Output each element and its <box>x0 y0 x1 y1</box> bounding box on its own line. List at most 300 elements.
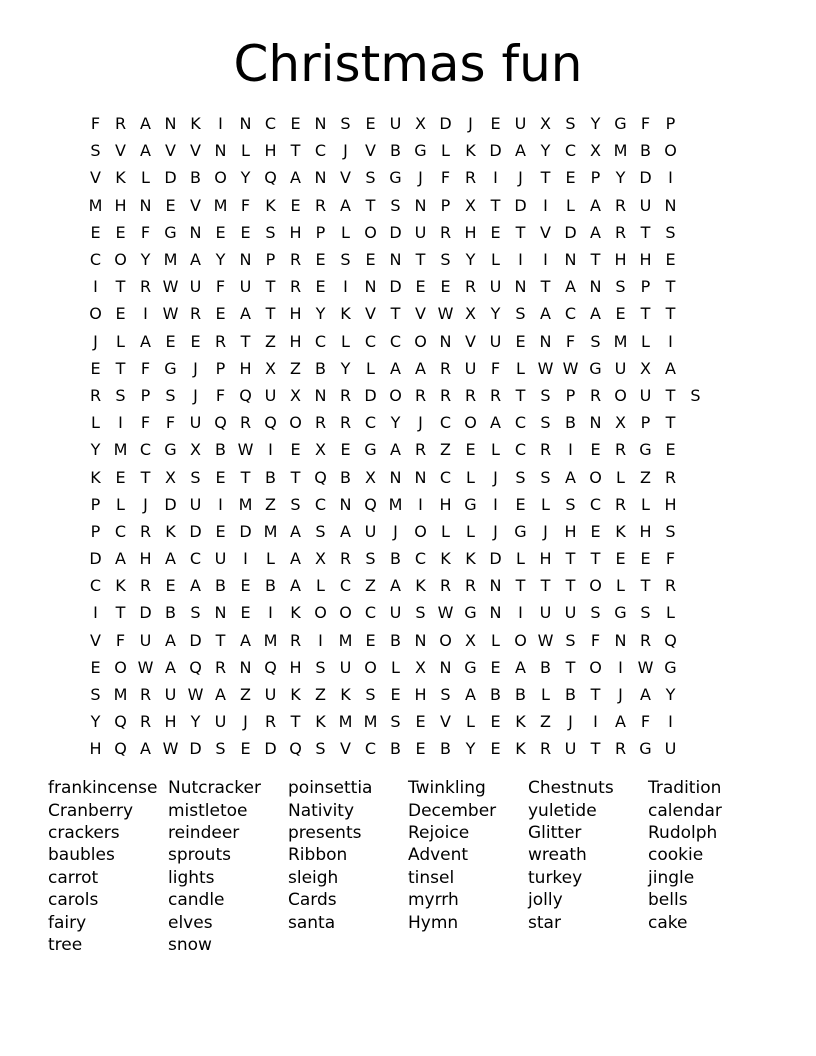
grid-letter: O <box>214 168 227 188</box>
grid-letter: R <box>214 657 227 677</box>
grid-letter: G <box>639 739 652 759</box>
grid-letter: N <box>514 277 527 297</box>
grid-letter: I <box>668 331 673 351</box>
grid-letter: R <box>139 685 152 705</box>
grid-letter: E <box>415 277 426 297</box>
grid-letter: G <box>664 657 677 677</box>
grid-letter: Q <box>189 657 202 677</box>
grid-letter: H <box>289 222 302 242</box>
grid-letter: R <box>489 385 502 405</box>
word-list-item: elves <box>168 912 213 933</box>
grid-letter: A <box>615 712 626 732</box>
grid-letter: U <box>189 277 202 297</box>
grid-letter: H <box>539 549 552 569</box>
grid-letter: L <box>516 549 525 569</box>
word-list-item: Hymn <box>408 912 459 933</box>
grid-letter: I <box>668 168 673 188</box>
grid-letter: S <box>90 685 101 705</box>
grid-letter: U <box>664 739 677 759</box>
grid-letter: D <box>639 168 652 188</box>
grid-letter: T <box>115 358 126 378</box>
grid-letter: C <box>514 440 527 460</box>
grid-letter: O <box>389 385 402 405</box>
grid-letter: S <box>565 494 576 514</box>
grid-letter: T <box>140 467 151 487</box>
grid-letter: N <box>589 413 602 433</box>
word-list-item: lights <box>168 867 215 888</box>
grid-letter: U <box>614 358 627 378</box>
grid-letter: B <box>390 739 401 759</box>
grid-letter: I <box>218 494 223 514</box>
grid-letter: O <box>464 413 477 433</box>
grid-letter: W <box>162 739 179 759</box>
grid-letter: T <box>540 168 551 188</box>
grid-letter: R <box>614 195 627 215</box>
grid-row <box>83 355 733 382</box>
grid-letter: S <box>365 685 376 705</box>
grid-letter: N <box>614 630 627 650</box>
grid-letter: G <box>414 141 427 161</box>
word-list-item: Glitter <box>528 822 582 843</box>
grid-letter: S <box>565 630 576 650</box>
grid-row <box>83 300 733 327</box>
grid-letter: C <box>389 331 402 351</box>
grid-letter: H <box>239 358 252 378</box>
grid-letter: A <box>665 358 676 378</box>
grid-letter: T <box>390 304 401 324</box>
grid-letter: N <box>564 250 577 270</box>
grid-letter: U <box>364 521 377 541</box>
grid-letter: D <box>389 222 402 242</box>
grid-letter: X <box>640 358 651 378</box>
grid-row <box>83 137 733 164</box>
grid-letter: E <box>90 222 101 242</box>
grid-letter: Z <box>640 467 651 487</box>
grid-letter: A <box>465 685 476 705</box>
word-list-item: santa <box>288 912 336 933</box>
grid-letter: A <box>515 657 526 677</box>
grid-letter: G <box>589 358 602 378</box>
grid-letter: C <box>439 413 452 433</box>
grid-letter: O <box>89 304 102 324</box>
grid-letter: A <box>115 549 126 569</box>
grid-letter: Q <box>264 413 277 433</box>
grid-letter: M <box>338 712 353 732</box>
grid-letter: L <box>491 250 500 270</box>
grid-letter: J <box>518 168 523 188</box>
grid-letter: E <box>590 521 601 541</box>
grid-letter: S <box>665 222 676 242</box>
grid-letter: U <box>164 685 177 705</box>
grid-letter: H <box>414 685 427 705</box>
grid-letter: E <box>240 739 251 759</box>
grid-letter: M <box>613 141 628 161</box>
grid-letter: P <box>265 250 276 270</box>
grid-letter: D <box>439 114 452 134</box>
grid-letter: A <box>140 114 151 134</box>
grid-letter: S <box>565 114 576 134</box>
grid-letter: X <box>365 467 376 487</box>
grid-letter: N <box>239 250 252 270</box>
word-list-item: bells <box>648 890 688 911</box>
grid-letter: T <box>640 304 651 324</box>
word-list-item: snow <box>168 934 212 955</box>
grid-letter: P <box>440 195 451 215</box>
grid-letter: U <box>189 413 202 433</box>
grid-letter: K <box>465 141 476 161</box>
grid-letter: X <box>590 141 601 161</box>
grid-letter: O <box>114 250 127 270</box>
grid-letter: I <box>318 630 323 650</box>
grid-letter: C <box>439 467 452 487</box>
grid-letter: S <box>340 114 351 134</box>
grid-letter: D <box>489 141 502 161</box>
grid-letter: E <box>465 440 476 460</box>
grid-letter: V <box>440 712 451 732</box>
grid-letter: K <box>290 685 301 705</box>
grid-letter: E <box>165 576 176 596</box>
grid-letter: D <box>89 549 102 569</box>
grid-letter: A <box>390 576 401 596</box>
word-list-item: Twinkling <box>408 778 486 799</box>
grid-letter: L <box>466 467 475 487</box>
grid-letter: C <box>364 413 377 433</box>
grid-letter: N <box>314 114 327 134</box>
grid-letter: A <box>390 358 401 378</box>
grid-letter: R <box>139 521 152 541</box>
grid-row <box>83 654 733 681</box>
grid-letter: U <box>639 385 652 405</box>
grid-letter: H <box>114 195 127 215</box>
grid-letter: S <box>215 739 226 759</box>
grid-letter: T <box>565 576 576 596</box>
grid-letter: N <box>489 603 502 623</box>
grid-letter: R <box>464 168 477 188</box>
grid-letter: S <box>415 603 426 623</box>
grid-letter: E <box>365 250 376 270</box>
word-list-item: Rejoice <box>408 822 470 843</box>
grid-letter: G <box>164 440 177 460</box>
grid-letter: H <box>139 549 152 569</box>
grid-letter: L <box>241 141 250 161</box>
grid-letter: N <box>439 657 452 677</box>
grid-letter: O <box>289 413 302 433</box>
grid-letter: L <box>391 657 400 677</box>
grid-letter: O <box>589 657 602 677</box>
grid-letter: F <box>665 549 676 569</box>
grid-letter: A <box>215 685 226 705</box>
grid-letter: A <box>415 358 426 378</box>
grid-letter: E <box>215 304 226 324</box>
grid-letter: E <box>240 603 251 623</box>
word-list-item: baubles <box>48 845 115 866</box>
grid-row <box>83 572 733 599</box>
grid-letter: K <box>515 712 526 732</box>
grid-letter: I <box>93 277 98 297</box>
grid-letter: O <box>339 603 352 623</box>
grid-letter: H <box>614 250 627 270</box>
grid-letter: J <box>418 413 423 433</box>
grid-letter: X <box>540 114 551 134</box>
grid-letter: A <box>515 141 526 161</box>
grid-letter: V <box>190 195 201 215</box>
grid-letter: D <box>514 195 527 215</box>
grid-letter: E <box>240 222 251 242</box>
grid-letter: O <box>439 630 452 650</box>
grid-letter: E <box>290 195 301 215</box>
grid-letter: X <box>415 657 426 677</box>
grid-letter: E <box>315 277 326 297</box>
grid-letter: Z <box>265 494 276 514</box>
grid-letter: S <box>540 467 551 487</box>
grid-letter: A <box>190 576 201 596</box>
grid-letter: S <box>190 603 201 623</box>
grid-row <box>83 436 733 463</box>
grid-letter: M <box>213 195 228 215</box>
grid-letter: E <box>515 331 526 351</box>
grid-letter: O <box>314 603 327 623</box>
grid-letter: R <box>614 494 627 514</box>
grid-letter: J <box>393 521 398 541</box>
grid-letter: L <box>266 549 275 569</box>
grid-letter: A <box>290 576 301 596</box>
grid-letter: L <box>666 603 675 623</box>
word-list-row <box>48 934 768 956</box>
grid-letter: Y <box>540 141 551 161</box>
grid-letter: I <box>143 304 148 324</box>
grid-letter: O <box>414 521 427 541</box>
grid-letter: Y <box>390 413 401 433</box>
grid-letter: J <box>468 114 473 134</box>
grid-letter: J <box>418 168 423 188</box>
grid-letter: B <box>215 440 226 460</box>
grid-letter: S <box>640 603 651 623</box>
grid-letter: P <box>215 358 226 378</box>
grid-letter: T <box>665 413 676 433</box>
grid-letter: N <box>314 385 327 405</box>
grid-letter: L <box>466 712 475 732</box>
grid-letter: S <box>115 385 126 405</box>
grid-letter: C <box>314 141 327 161</box>
grid-letter: D <box>164 494 177 514</box>
grid-letter: C <box>364 331 377 351</box>
grid-letter: L <box>541 685 550 705</box>
grid-letter: R <box>614 440 627 460</box>
grid-letter: O <box>514 630 527 650</box>
grid-letter: A <box>590 304 601 324</box>
grid-letter: G <box>464 494 477 514</box>
grid-letter: I <box>343 277 348 297</box>
grid-letter: H <box>564 521 577 541</box>
grid-letter: T <box>290 141 301 161</box>
grid-letter: F <box>140 358 151 378</box>
grid-letter: U <box>564 603 577 623</box>
grid-letter: S <box>615 277 626 297</box>
grid-letter: Z <box>540 712 551 732</box>
grid-letter: X <box>190 440 201 460</box>
grid-letter: C <box>339 576 352 596</box>
grid-letter: E <box>315 250 326 270</box>
grid-letter: A <box>390 440 401 460</box>
grid-letter: N <box>364 277 377 297</box>
grid-letter: Y <box>90 712 101 732</box>
grid-letter: S <box>90 141 101 161</box>
grid-letter: A <box>290 549 301 569</box>
grid-letter: L <box>116 494 125 514</box>
grid-letter: Z <box>290 358 301 378</box>
word-list-item: cake <box>648 912 688 933</box>
grid-letter: L <box>341 222 350 242</box>
grid-letter: T <box>215 630 226 650</box>
grid-letter: Q <box>264 168 277 188</box>
grid-letter: L <box>641 331 650 351</box>
grid-letter: B <box>390 549 401 569</box>
grid-letter: T <box>665 304 676 324</box>
grid-letter: E <box>365 114 376 134</box>
grid-letter: Y <box>465 739 476 759</box>
grid-letter: T <box>565 657 576 677</box>
grid-letter: E <box>590 440 601 460</box>
grid-row <box>83 627 733 654</box>
grid-letter: T <box>540 277 551 297</box>
grid-letter: S <box>515 304 526 324</box>
grid-letter: I <box>593 712 598 732</box>
grid-letter: D <box>189 739 202 759</box>
grid-letter: G <box>389 168 402 188</box>
grid-letter: I <box>268 603 273 623</box>
grid-letter: G <box>364 440 377 460</box>
grid-letter: W <box>637 657 654 677</box>
grid-letter: N <box>139 195 152 215</box>
grid-letter: W <box>537 358 554 378</box>
grid-letter: Z <box>240 685 251 705</box>
grid-letter: T <box>240 467 251 487</box>
grid-letter: R <box>289 250 302 270</box>
grid-letter: S <box>190 467 201 487</box>
grid-letter: U <box>414 222 427 242</box>
grid-letter: T <box>290 467 301 487</box>
word-list-item: Tradition <box>648 778 722 799</box>
grid-letter: L <box>316 576 325 596</box>
grid-letter: F <box>565 331 576 351</box>
grid-letter: P <box>90 494 101 514</box>
grid-letter: J <box>568 712 573 732</box>
grid-letter: J <box>618 685 623 705</box>
grid-letter: N <box>314 168 327 188</box>
grid-letter: C <box>414 549 427 569</box>
grid-letter: E <box>90 657 101 677</box>
word-list-row <box>48 867 768 889</box>
grid-letter: Z <box>315 685 326 705</box>
grid-letter: K <box>115 168 126 188</box>
word-list-item: jingle <box>648 867 695 888</box>
grid-letter: W <box>162 304 179 324</box>
grid-letter: R <box>414 385 427 405</box>
grid-letter: B <box>165 603 176 623</box>
grid-letter: R <box>439 222 452 242</box>
grid-letter: I <box>518 250 523 270</box>
word-list-item: jolly <box>528 890 563 911</box>
word-list <box>48 777 768 956</box>
grid-letter: Y <box>665 685 676 705</box>
grid-letter: R <box>664 576 677 596</box>
word-list-item: Ribbon <box>288 845 348 866</box>
grid-letter: A <box>565 277 576 297</box>
grid-letter: X <box>315 549 326 569</box>
grid-letter: C <box>89 250 102 270</box>
grid-letter: S <box>165 385 176 405</box>
grid-letter: E <box>440 277 451 297</box>
grid-letter: A <box>240 304 251 324</box>
grid-letter: H <box>289 657 302 677</box>
grid-letter: B <box>515 685 526 705</box>
grid-letter: K <box>340 304 351 324</box>
grid-letter: Y <box>590 114 601 134</box>
word-list-row <box>48 844 768 866</box>
grid-letter: I <box>418 494 423 514</box>
grid-letter: B <box>565 413 576 433</box>
grid-letter: R <box>239 413 252 433</box>
grid-letter: T <box>590 739 601 759</box>
grid-letter: A <box>290 168 301 188</box>
grid-letter: S <box>315 657 326 677</box>
grid-letter: V <box>115 141 126 161</box>
grid-letter: L <box>441 141 450 161</box>
grid-letter: X <box>465 304 476 324</box>
grid-row <box>83 463 733 490</box>
grid-letter: R <box>614 739 627 759</box>
grid-letter: L <box>466 521 475 541</box>
grid-letter: S <box>390 712 401 732</box>
grid-letter: C <box>89 576 102 596</box>
grid-letter: R <box>139 576 152 596</box>
grid-row <box>83 735 733 762</box>
grid-letter: K <box>265 195 276 215</box>
word-list-item: Nativity <box>288 800 355 821</box>
word-list-row <box>48 799 768 821</box>
word-list-item: poinsettia <box>288 778 373 799</box>
grid-letter: S <box>365 549 376 569</box>
grid-letter: N <box>214 603 227 623</box>
grid-letter: W <box>162 277 179 297</box>
word-list-item: cookie <box>648 845 704 866</box>
grid-letter: Y <box>140 250 151 270</box>
grid-letter: M <box>113 685 128 705</box>
grid-letter: M <box>88 195 103 215</box>
grid-letter: K <box>190 114 201 134</box>
grid-letter: E <box>665 440 676 460</box>
grid-letter: J <box>543 521 548 541</box>
grid-letter: C <box>139 440 152 460</box>
grid-letter: N <box>239 657 252 677</box>
grid-letter: T <box>265 277 276 297</box>
grid-letter: S <box>265 222 276 242</box>
grid-letter: S <box>315 521 326 541</box>
grid-letter: G <box>464 657 477 677</box>
grid-letter: C <box>364 603 377 623</box>
grid-letter: H <box>639 250 652 270</box>
grid-letter: A <box>340 195 351 215</box>
grid-letter: F <box>590 630 601 650</box>
grid-letter: I <box>268 440 273 460</box>
word-list-item: carrot <box>48 867 99 888</box>
grid-letter: G <box>464 603 477 623</box>
grid-letter: C <box>314 494 327 514</box>
grid-letter: A <box>140 739 151 759</box>
grid-letter: L <box>491 630 500 650</box>
grid-letter: X <box>315 440 326 460</box>
grid-letter: I <box>618 657 623 677</box>
